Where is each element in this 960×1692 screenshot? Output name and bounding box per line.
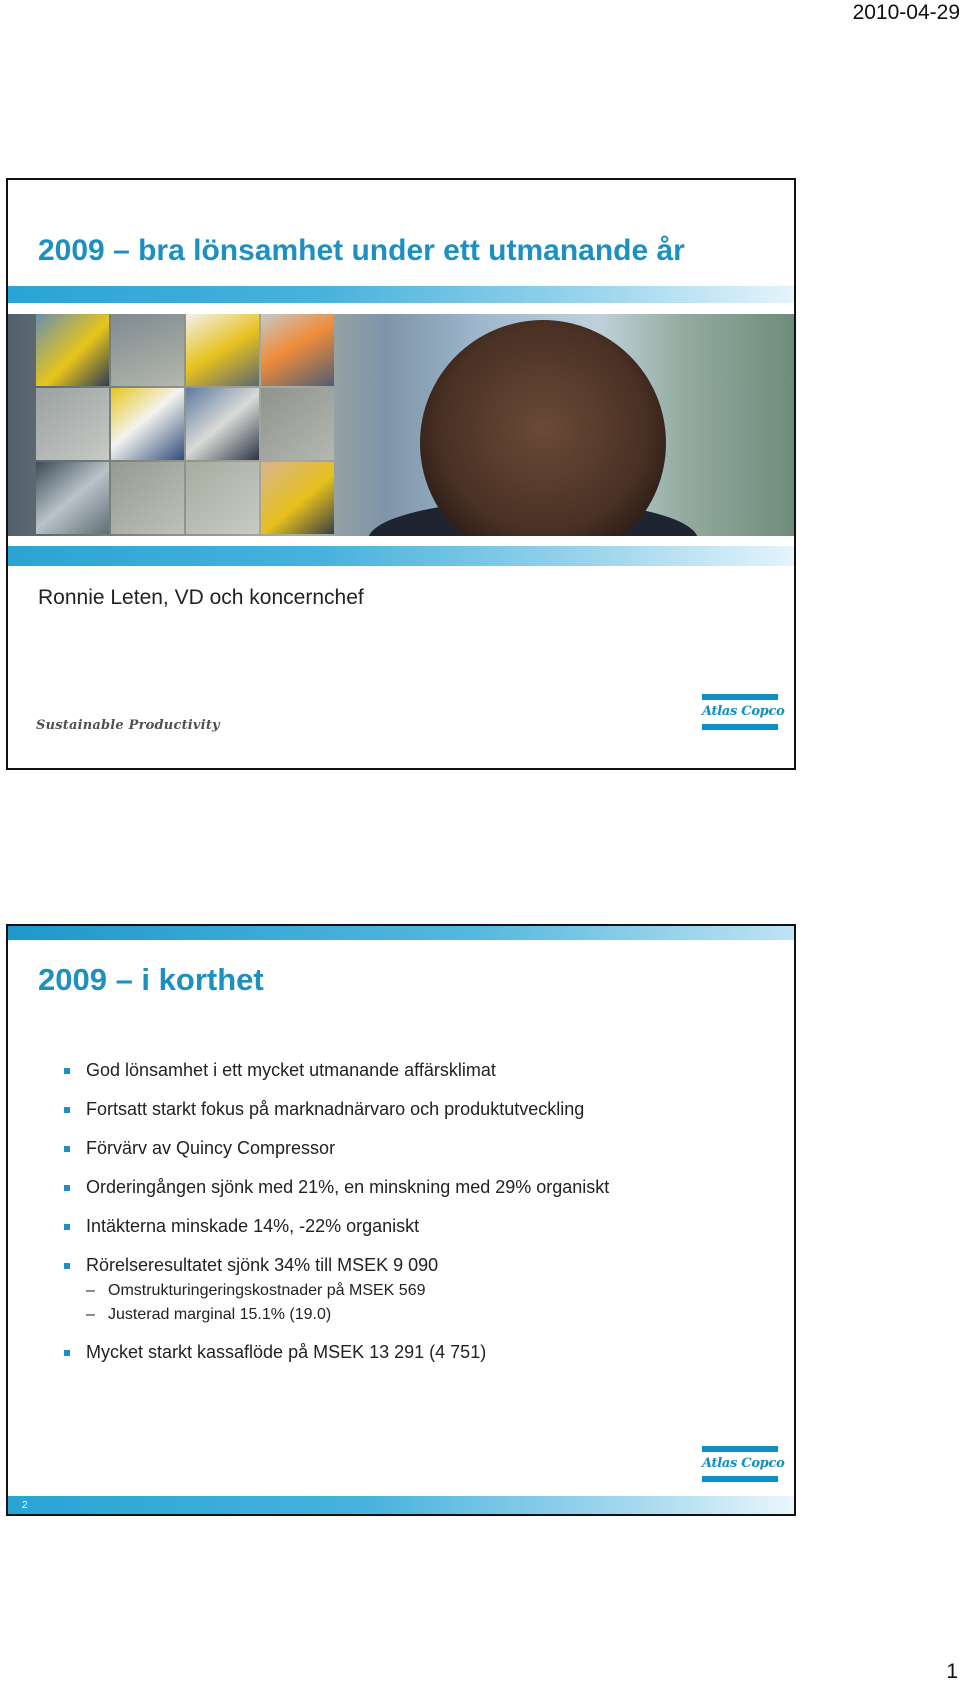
top-stripe [8,926,794,940]
list-item: Intäkterna minskade 14%, -22% organiskt [64,1216,784,1237]
photo-tile [186,462,259,534]
bullet-list [64,1060,784,1363]
page-number: 1 [946,1660,958,1683]
list-gap [64,1120,784,1138]
slide-title: 2009 – i korthet [38,962,264,997]
logo-bar [702,694,778,700]
dash-marker: – [86,1282,95,1299]
photo-tile [186,314,259,386]
photo-banner [8,314,794,536]
list-item: Fortsatt starkt fokus på marknadnärvaro och produktutveckling [64,1099,784,1120]
list-gap [64,1324,784,1342]
banner-stripe [8,546,794,566]
photo-tile [36,314,109,386]
photo-tile [111,388,184,460]
list-gap [64,1081,784,1099]
atlas-copco-logo [702,694,785,730]
slide-number: 2 [22,1500,28,1511]
photo-tile [36,462,109,534]
list-item: Orderingången sjönk med 21%, en minskning med 29% organiskt [64,1177,784,1198]
sub-list-item [64,1282,784,1300]
logo-bar [702,1446,778,1452]
sub-list-item-text: Justerad marginal 15.1% (19.0) [108,1306,332,1323]
photo-mosaic [36,314,336,536]
title-stripe [8,286,794,303]
footer-stripe [8,1496,794,1514]
photo-tile [111,462,184,534]
photo-tile [36,388,109,460]
portrait-photo [420,320,666,536]
list-item: Förvärv av Quincy Compressor [64,1138,784,1159]
dash-marker: – [86,1306,95,1323]
list-gap [64,1159,784,1177]
sub-list-item-text: Omstrukturingeringskostnader på MSEK 569 [108,1282,426,1299]
logo-text: Atlas Copco [702,1456,785,1471]
slide-summary [6,924,796,1516]
photo-tile [261,388,334,460]
photo-tile [111,314,184,386]
logo-bar [702,1476,778,1482]
list-item: God lönsamhet i ett mycket utmanande affärsklimat [64,1060,784,1081]
sub-list-item [64,1306,784,1324]
logo-text: Atlas Copco [702,704,785,719]
list-gap [64,1198,784,1216]
page-date: 2010-04-29 [852,1,960,24]
logo-bar [702,724,778,730]
list-gap [64,1237,784,1255]
presenter-name: Ronnie Leten, VD och koncernchef [38,586,364,609]
photo-tile [261,314,334,386]
list-item: Mycket starkt kassaflöde på MSEK 13 291 (4 751) [64,1342,784,1363]
slide-title: 2009 – bra lönsamhet under ett utmanande år [38,234,685,267]
photo-tile [186,388,259,460]
tagline-logo: Sustainable Productivity [36,718,220,733]
list-item: Rörelseresultatet sjönk 34% till MSEK 9 090 [64,1255,784,1276]
atlas-copco-logo [702,1446,785,1482]
slide-title-page [6,178,796,770]
photo-tile [261,462,334,534]
